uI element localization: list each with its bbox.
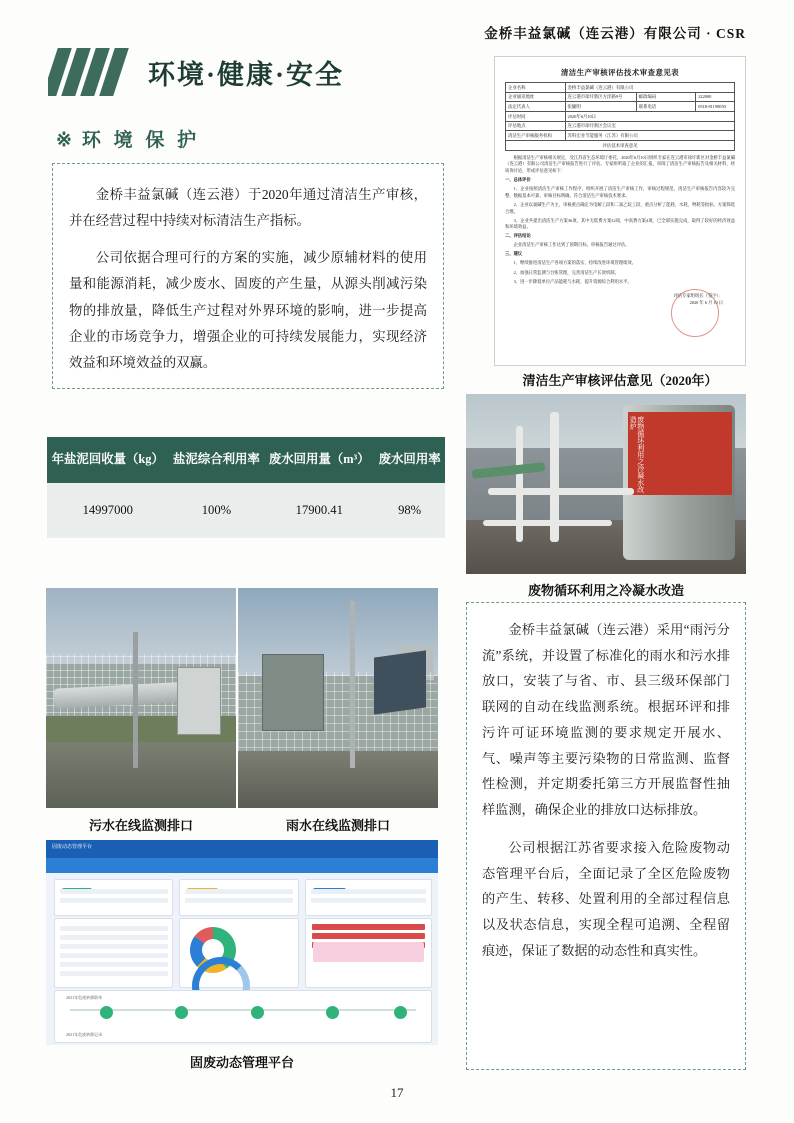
- row: [185, 889, 293, 894]
- platform-title: 固废动态管理平台: [52, 845, 93, 850]
- page-header: [48, 48, 344, 96]
- caption-sewage-outlet: 污水在线监测排口: [88, 818, 193, 833]
- platform-card-alerts[interactable]: [305, 879, 432, 916]
- photo-solar-panel: [374, 650, 426, 714]
- photo-sky: [46, 588, 236, 663]
- column-header-wastewater-reuse: 废水回用量（m³）: [264, 437, 374, 483]
- timeline-node: [394, 1006, 407, 1019]
- table-row: [506, 102, 735, 112]
- row: [60, 889, 168, 894]
- platform-card-warnings[interactable]: [305, 918, 432, 988]
- table-row: [506, 141, 735, 151]
- doc-value: 连云港市徐圩新区会议室: [565, 121, 734, 131]
- card-rows: [311, 889, 426, 907]
- doc-paragraph: 企业清洁生产审核工作达到了预期目标，审核报告通过评估。: [513, 242, 630, 248]
- doc-paragraph: 2、企业以氯碱生产为主，审核重点确定为电解工段和二氯乙烷工段，重点分析了能耗、水耗、物耗等指标，方案筛选合理。: [505, 201, 735, 214]
- environmental-indicator-table: [47, 437, 445, 538]
- document-info-table: [505, 82, 735, 151]
- cell-wastewater-rate: 98%: [374, 483, 445, 538]
- photo-rainwater-monitoring-outlet: [238, 588, 438, 808]
- doc-paragraph: 3、企业共提出清洁生产方案36项，其中无低费方案32项，中高费方案4项，已全部实施完成，取得了较好的经济效益和环境效益。: [505, 217, 735, 230]
- caption-platform: 固废动态管理平台: [189, 1055, 294, 1070]
- photo-pipe: [488, 488, 634, 495]
- doc-label: 企业名称: [506, 83, 566, 93]
- table-row: [47, 483, 445, 538]
- row: [60, 953, 168, 958]
- doc-label: 企业通讯地址: [506, 92, 566, 102]
- company-header-line: 金桥丰益氯碱（连云港）有限公司 · CSR: [484, 26, 746, 41]
- red-stamp-icon: [671, 289, 719, 337]
- timeline-label-2: 2021年危废转移记录: [66, 1031, 103, 1037]
- doc-value: 苏科宏业节能服务（江苏）有限公司: [565, 131, 734, 141]
- cell-salt-mud-recovery: 14997000: [47, 483, 169, 538]
- intro-paragraph-1: 金桥丰益氯碱（连云港）于2020年通过清洁生产审核，并在经营过程中持续对标清洁生产指标。: [69, 187, 427, 229]
- table-row: [506, 83, 735, 93]
- doc-value: 222000: [696, 92, 735, 102]
- doc-paragraph: 1、企业按照清洁生产审核工作程序，组织开展了清洁生产审核工作，审核过程规范，清洁生产审核报告内容较为完整、数据基本可靠，审核目标明确，符合清洁生产审核技术要求。: [505, 186, 735, 198]
- doc-paragraph: 2、加强日常监测与台账管理，完善清洁生产长效机制。: [513, 269, 619, 275]
- timeline-label-1: 2021年危废转移联单: [66, 994, 103, 1000]
- row: [60, 962, 168, 967]
- right-text-box: [466, 602, 746, 1070]
- table-row: [506, 112, 735, 122]
- signature-line: 评估专家组组长（签字）：: [673, 293, 723, 299]
- doc-paragraph: 一、总体评价: [505, 177, 531, 183]
- right-paragraph-1: 金桥丰益氯碱（连云港）采用“雨污分流”系统，并设置了标准化的雨水和污水排放口，安装了与省、市、县三级环保部门联网的自动在线监测系统。根据环评和排污许可证环境监测的要求规定开展水、气、噪声等主要污染物的日常监测、监督性检测，并定期委托第三方开展监督性抽样监测，确保企业的排放口达标排放。: [482, 622, 730, 818]
- card-rows: [60, 889, 168, 907]
- row: [60, 944, 168, 949]
- timeline-node: [251, 1006, 264, 1019]
- platform-card-timeline[interactable]: [54, 990, 432, 1043]
- doc-label: 邮政编码: [636, 92, 696, 102]
- timeline-line: [70, 1009, 416, 1011]
- alert-row: [312, 924, 425, 930]
- timeline-node: [326, 1006, 339, 1019]
- table-header-row: [47, 437, 445, 483]
- right-paragraph-2: 公司根据江苏省要求接入危险废物动态管理平台后，全面记录了全区危险废物的产生、转移、处置利用的全部过程信息以及状态信息，实现全程可追溯、全程留痕迹，保证了数据的动态性和真实性。: [482, 839, 730, 958]
- caption-condensate: 废物循环利用之冷凝水改造: [527, 583, 684, 598]
- section-mark-icon: ※: [56, 130, 76, 151]
- highlight-box: [313, 942, 423, 962]
- row: [311, 898, 426, 903]
- row: [185, 898, 293, 903]
- doc-paragraph: 1、继续推进清洁生产各项方案的落实，持续改进环境管理绩效。: [513, 260, 637, 266]
- platform-card-today-out[interactable]: [179, 879, 299, 916]
- photo-pipe: [483, 520, 612, 526]
- card-rows: [60, 926, 168, 980]
- platform-card-charts[interactable]: [179, 918, 299, 988]
- row: [60, 971, 168, 976]
- doc-value: 连云港市徐圩新区方洋路9号: [565, 92, 636, 102]
- doc-paragraph: 三、建议: [505, 251, 523, 257]
- document-title: 清洁生产审核评估技术审查意见表: [560, 68, 680, 77]
- timeline-node: [100, 1006, 113, 1019]
- intro-paragraph-2: 公司依据合理可行的方案的实施，减少原辅材料的使用量和能源消耗，减少废水、固废的产生量，从源头削减污染物的排放量，降低生产过程对外界环境的影响，进一步提高企业的市场竞争力，增强企业的可持续发展能力，实现经济效益和环境效益的双赢。: [69, 250, 427, 370]
- doc-label: 评估时间: [506, 112, 566, 122]
- column-header-salt-mud-rate: 盐泥综合利用率: [169, 437, 265, 483]
- screenshot-solid-waste-platform: [46, 840, 438, 1045]
- doc-value: 0518-81198050: [696, 102, 735, 112]
- stripes-logo-icon: [48, 48, 134, 96]
- intro-text-box: [52, 163, 444, 389]
- photo-ground: [46, 742, 236, 808]
- photo-condensate-retrofit: [466, 394, 746, 574]
- photo-ground: [238, 751, 438, 808]
- photo-equipment-box: [177, 667, 221, 735]
- doc-value: 金桥丰益氯碱（连云港）有限公司: [565, 83, 734, 93]
- column-header-salt-mud-recovery: 年盐泥回收量（kg）: [47, 437, 169, 483]
- photo-sewage-monitoring-outlet: [46, 588, 236, 808]
- table-row: [506, 121, 735, 131]
- timeline-node: [175, 1006, 188, 1019]
- doc-label: 联系电话: [636, 102, 696, 112]
- page-number: 17: [390, 1085, 404, 1100]
- table-row: [506, 131, 735, 141]
- caption-document: 清洁生产审核评估意见（2020年）: [522, 373, 718, 388]
- doc-label: 法定代表人: [506, 102, 566, 112]
- photo-post: [133, 632, 138, 768]
- doc-label: 评估地点: [506, 121, 566, 131]
- cell-salt-mud-rate: 100%: [169, 483, 265, 538]
- row: [60, 935, 168, 940]
- platform-card-today-in[interactable]: [54, 879, 174, 916]
- document-body: [505, 155, 735, 285]
- page-title: 环境·健康·安全: [148, 59, 345, 90]
- photo-pole: [350, 601, 355, 768]
- platform-top-bar: [46, 840, 438, 858]
- clean-production-review-document: [494, 56, 746, 366]
- doc-paragraph: 二、评估结论: [505, 233, 531, 239]
- doc-value: 张毓明: [565, 102, 636, 112]
- row: [60, 898, 168, 903]
- row: [311, 889, 426, 894]
- column-header-wastewater-rate: 废水回用率: [374, 437, 445, 483]
- table-row: [506, 92, 735, 102]
- doc-section-label: 评估技术审查意见: [506, 141, 735, 151]
- photo-red-banner: [628, 412, 732, 495]
- caption-rain-outlet: 雨水在线监测排口: [285, 818, 390, 833]
- doc-paragraph: 根据清洁生产审核相关规定，受江苏省生态环境厅委托，2020年6月10日组织专家在连云港市徐圩新区对金桥丰益氯碱（连云港）有限公司清洁生产审核报告进行了评估。专家组听取了企业的汇报，审阅了清洁生产审核报告及相关材料，经质询讨论，形成评估意见如下：: [505, 154, 735, 174]
- card-rows: [185, 889, 293, 907]
- signature-date: 2020 年 6 月 10 日: [689, 300, 723, 306]
- cell-wastewater-reuse: 17900.41: [264, 483, 374, 538]
- doc-label: 清洁生产审核服务机构: [506, 131, 566, 141]
- section-title: [56, 125, 200, 152]
- banner-text: 废物循环利用之冷凝水改造炉: [629, 416, 645, 493]
- section-title-label: 环 境 保 护: [81, 130, 201, 151]
- doc-value: 2020年6月10日: [565, 112, 734, 122]
- platform-sub-bar: [46, 858, 438, 872]
- photo-cabinet: [262, 654, 324, 731]
- alert-row: [312, 933, 425, 939]
- doc-paragraph: 3、进一步降低单位产品能耗与水耗，提升资源综合利用水平。: [513, 278, 632, 284]
- row: [60, 926, 168, 931]
- platform-card-list[interactable]: [54, 918, 174, 988]
